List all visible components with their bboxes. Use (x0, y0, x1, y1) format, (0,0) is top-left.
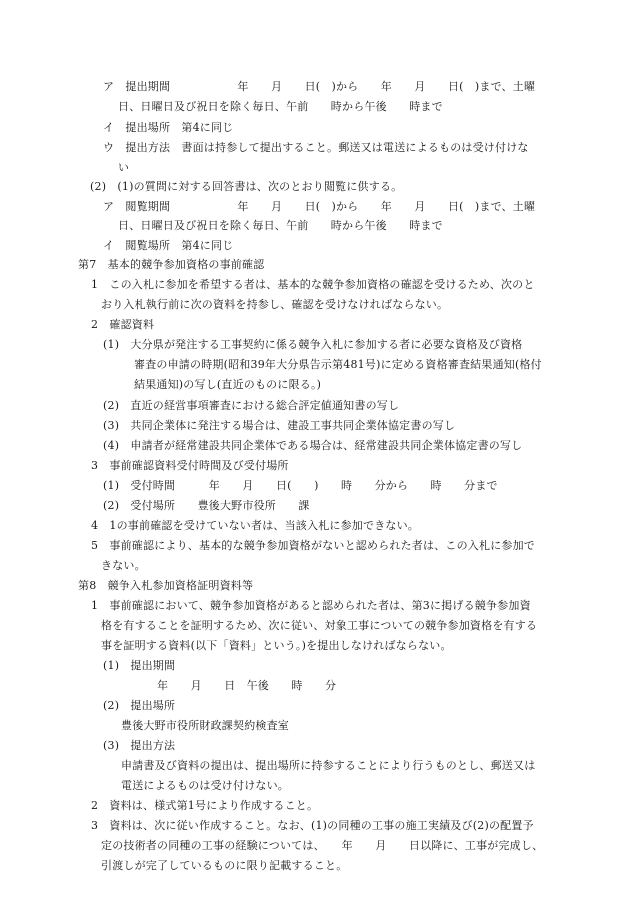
text-line: (3) 提出方法 (103, 739, 176, 752)
text-line: 定の技術者の同種の工事の経験については、 年 月 日以降に、工事が完成し、 (101, 839, 544, 852)
text-line: い (118, 161, 130, 174)
text-line: 4 1の事前確認を受けていない者は、当該入札に参加できない。 (91, 519, 419, 532)
text-line: (2) 直近の経営事項審査における総合評定値通知書の写し (103, 399, 400, 412)
text-line: 年 月 日 午後 時 分 (157, 679, 337, 692)
text-line: (1) 提出期間 (103, 659, 176, 672)
text-line: おり入札執行前に次の資料を持参し、確認を受けなければならない。 (101, 298, 449, 311)
text-line: きない。 (101, 559, 146, 572)
text-line: (4) 申請者が経常建設共同企業体である場合は、経常建設共同企業体協定書の写し (103, 439, 523, 452)
text-line: (3) 共同企業体に発注する場合は、建設工事共同企業体協定書の写し (103, 419, 456, 432)
text-line: 2 資料は、様式第1号により作成すること。 (91, 799, 319, 812)
text-line: 5 事前確認により、基本的な競争参加資格がないと認められた者は、この入札に参加で (91, 539, 535, 552)
text-line: イ 閲覧場所 第4に同じ (103, 239, 234, 252)
text-line: 審査の申請の時期(昭和39年大分県告示第481号)に定める資格審査結果通知(格付 (134, 358, 542, 371)
text-line: (1) 大分県が発注する工事契約に係る競争入札に参加する者に必要な資格及び資格 (103, 338, 523, 351)
section-heading: 第8 競争入札参加資格証明資料等 (78, 579, 254, 592)
text-line: 電送によるものは受け付けない。 (121, 779, 289, 792)
text-line: 3 資料は、次に従い作成すること。なお、(1)の同種の工事の施工実績及び(2)の配置予 (91, 819, 534, 832)
text-line: 2 確認資料 (91, 318, 155, 331)
text-line: (2) (1)の質問に対する回答書は、次のとおり閲覧に供する。 (90, 180, 403, 193)
text-line: 申請書及び資料の提出は、提出場所に持参することにより行うものとし、郵送又は (121, 759, 536, 772)
text-line: 豊後大野市役所財政課契約検査室 (121, 719, 289, 732)
text-line: 事を証明する資料(以下「資料」という。)を提出しなければならない。 (101, 639, 452, 652)
text-line: 日、日曜日及び祝日を除く毎日、午前 時から午後 時まで (118, 219, 443, 232)
text-line: 格を有することを証明するため、次に従い、対象工事についての競争参加資格を有する (101, 619, 538, 632)
text-line: 3 事前確認資料受付時間及び受付場所 (91, 459, 289, 472)
text-line: ウ 提出方法 書面は持参して提出すること。郵送又は電送によるものは受け付けな (103, 141, 529, 154)
text-line: 1 事前確認において、競争参加資格があると認められた者は、第3に掲げる競争参加資 (91, 599, 531, 612)
text-line: ア 提出期間 年 月 日( )から 年 月 日( )まで、土曜 (103, 80, 536, 93)
text-line: (2) 受付場所 豊後大野市役所 課 (103, 499, 310, 512)
text-line: 1 この入札に参加を希望する者は、基本的な競争参加資格の確認を受けるため、次のと (91, 278, 535, 291)
text-line: (2) 提出場所 (103, 699, 176, 712)
text-line: 日、日曜日及び祝日を除く毎日、午前 時から午後 時まで (118, 100, 443, 113)
text-line: (1) 受付時間 年 月 日( ) 時 分から 時 分まで (103, 479, 498, 492)
text-line: 結果通知)の写し(直近のものに限る。) (134, 378, 322, 391)
text-line: ア 閲覧期間 年 月 日( )から 年 月 日( )まで、土曜 (103, 200, 536, 213)
text-line: 引渡しが完了しているものに限り記載すること。 (101, 859, 348, 872)
section-heading: 第7 基本的競争参加資格の事前確認 (78, 258, 265, 271)
text-line: イ 提出場所 第4に同じ (103, 121, 234, 134)
